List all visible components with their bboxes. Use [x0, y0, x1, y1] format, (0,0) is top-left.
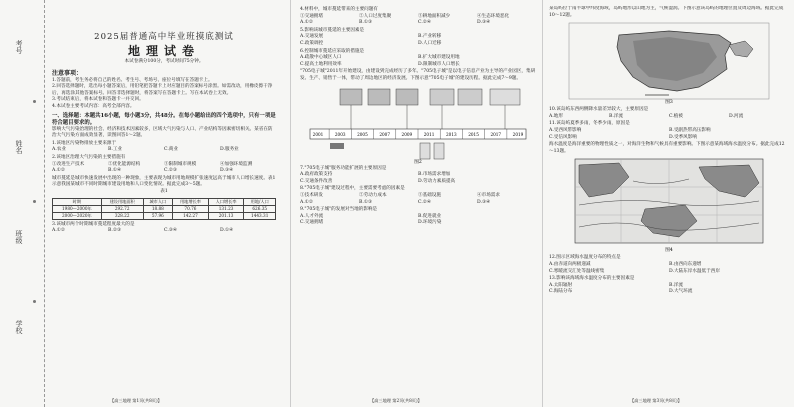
option: A.①② [300, 20, 314, 26]
option: A.政府政策支持 [300, 172, 333, 178]
option: ④市场需求 [477, 192, 500, 198]
option-row [300, 200, 536, 207]
option: D.③④ [477, 20, 491, 26]
table-header: 建设用地面积 [101, 198, 143, 205]
option: A.①② [52, 228, 66, 234]
option: B.①④ [108, 168, 122, 174]
option: ③基础设施 [418, 192, 441, 198]
passage: 城市蔓延是城市快速发展中出现的一种现象，主要表现为城市用地规模扩张速度远高于城市人口增长速度。表1示意我国某城市不同时期城市建设用地和人口变化情况。据此完成3～5题。 [52, 175, 276, 188]
question-stem: 10.该岛屿东西两侧降水量差异较大，主要原因是 [549, 107, 649, 113]
option: C.交通条件改善 [300, 178, 333, 184]
table-header: 人口增长率 [208, 198, 244, 205]
option: A.①② [52, 168, 66, 174]
figure-caption: 图4 [665, 248, 673, 254]
table-cell: 626.35 [244, 205, 276, 212]
option: B.受副热带高压影响 [669, 127, 711, 133]
option: A.疏散中心城区人口 [300, 55, 342, 61]
timeline-stage-box [420, 143, 430, 159]
binding-strip [0, 0, 45, 407]
column-divider [290, 0, 291, 407]
table-cell: 2000—2020年 [53, 212, 102, 219]
option: B.产业转移 [418, 34, 442, 40]
timeline-year-label: 2017 [490, 131, 502, 137]
question-stem: 11.该岛屿夏季多雨，冬季少雨，原因是 [549, 121, 630, 127]
section-title: 一、选择题：本题共16小题，每小题3分，共48分。在每小题给出的四个选项中，只有一项是符合题目要求的。 [52, 112, 276, 126]
question-stem: 13.影响该海域海水温度分布的主要因素是 [549, 276, 635, 282]
option: B.扩大城市建设用地 [418, 55, 460, 61]
question-stem: 7."705电子城"服务功能扩展的主要原因是 [300, 165, 387, 171]
figure-caption: 图3 [665, 100, 673, 106]
table-header: 时期 [53, 198, 102, 205]
option: B.①③ [359, 199, 373, 205]
option: ①交通拥堵 [300, 13, 323, 19]
timeline-legend-swatch [330, 143, 344, 149]
table-cell: 70.76 [173, 205, 209, 212]
table-header: 城市人口 [143, 198, 172, 205]
question-stem: 6.控制城市蔓延应采取的措施是 [300, 48, 365, 54]
option: A.农业 [52, 147, 66, 153]
option: D.大陆东岸水温低于西岸 [669, 268, 720, 274]
option: D.服务业 [220, 147, 239, 153]
timeline-stage-box [434, 143, 444, 159]
option: C.寒暖流交汇处等温线密集 [549, 268, 605, 274]
table-row [53, 212, 276, 219]
option-row [300, 214, 536, 227]
option: A.太阳辐射 [549, 282, 573, 288]
option-row [52, 228, 276, 235]
option: C.受信风影响 [549, 134, 577, 140]
option: C.③④ [164, 228, 178, 234]
question-stem: 12.图示区域海水温度分布的特点是 [549, 255, 621, 261]
binding-hole [33, 300, 36, 303]
option: ②人口过度集聚 [359, 13, 392, 19]
passage: "705电子城"2011年开始建设，由建设到完成经历了多年。"705电子城"是以电子信息产业为主导的产业园区，集研发、生产、销售于一体，带动了周边地区的经济发展。下图示意"705电子城"的建设历程。据此完成7～9题。 [300, 69, 536, 81]
option-row [300, 55, 536, 68]
table-header: 用地/人口 [244, 198, 276, 205]
note-item: 1.答题前，考生务必将自己的姓名、考生号、考场号、座位号填写在答题卡上。 [52, 77, 213, 83]
question-stem: 2.该地区治理大气污染的主要措施有 [52, 154, 126, 160]
timeline-year-label: 2003 [334, 131, 346, 137]
option-row [549, 128, 789, 141]
ocean-map [549, 157, 789, 253]
timeline-stage-box [368, 89, 390, 105]
question-stem: 9."705电子城"的发展对当地的影响是 [300, 207, 378, 213]
option: ②优化能源结构 [108, 161, 141, 167]
option: ④生态环境恶化 [477, 13, 510, 19]
timeline-year-label: 2005 [357, 131, 368, 137]
option: C.②④ [418, 199, 432, 205]
note-item: 3.考试结束后，将本试卷和答题卡一并交回。 [52, 97, 144, 103]
timeline-year-label: 2007 [379, 131, 391, 137]
option: ②劳动力成本 [359, 192, 387, 198]
question-stem: 1.该地区污染物排放主要来源于 [52, 140, 117, 146]
option-row [549, 262, 789, 275]
option: D.受季风影响 [669, 134, 697, 140]
option: D.河流 [729, 113, 744, 119]
table-cell: 292.72 [101, 205, 143, 212]
option: C.②③ [164, 168, 178, 174]
option: D.环境污染 [418, 220, 442, 226]
passage: 影响大气污染治理的社会、经济和技术因素较多，区域大气污染与人口、产业结构等因素密切相关。某省在防治大气污染方面成效显著，读图回答1～2题。 [52, 126, 273, 139]
option-row [52, 168, 276, 175]
option: B.促进就业 [418, 213, 442, 219]
option: D.①④ [220, 228, 234, 234]
option: D.大气环流 [669, 289, 693, 295]
binding-hole [33, 200, 36, 203]
page-column-1 [52, 6, 276, 400]
timeline-year-label: 2009 [401, 131, 413, 137]
page-footer: 【高三地理 第1页(共8页)】 [110, 398, 162, 403]
option: C.植被 [669, 113, 683, 119]
option: A.①② [300, 199, 314, 205]
table-header-row [53, 198, 276, 205]
option: D.劳动力素质提高 [418, 178, 456, 184]
option: ③限制城市规模 [164, 161, 197, 167]
exam-info: 本试卷满分100分，考试时间75分钟。 [124, 59, 204, 64]
option-row [52, 147, 276, 154]
option: A.地形 [549, 113, 563, 119]
option: A.人才外流 [300, 213, 324, 219]
timeline-year-label: 2001 [312, 131, 324, 137]
table-cell: 328.22 [101, 212, 143, 219]
timeline-stage-box [490, 89, 520, 105]
table-cell: 142.27 [173, 212, 209, 219]
notes-title: 注意事项： [52, 69, 83, 77]
option-row [300, 193, 536, 200]
table-cell: 201.13 [208, 212, 244, 219]
option-row [549, 114, 789, 121]
table-cell: 1980—2000年 [53, 205, 102, 212]
passage: 某岛屿位于南半球中纬度海域，岛屿地形以山地为主，气候湿润。下图示意该岛屿的地理位置及周边海域。据此完成10～12题。 [549, 6, 784, 18]
question-stem: 4.材料中，城市蔓延带来的主要问题有 [300, 7, 378, 12]
option: B.由西向东递增 [669, 261, 702, 267]
binding-label: 考号 [15, 40, 23, 54]
page-footer: 【高三地理 第2页(共8页)】 [370, 398, 422, 403]
option: C.政策调控 [300, 40, 324, 46]
note-item: 4.本试卷主要考试内容：高考全部内容。 [52, 103, 135, 109]
table-header: 用地增长率 [173, 198, 209, 205]
question-stem: 8."705电子城"建设过程中，主要需要考虑的因素是 [300, 186, 405, 192]
timeline-year-label: 2019 [512, 131, 524, 137]
figure-caption: 图2 [414, 159, 422, 165]
timeline-stage-box [396, 89, 418, 105]
option: B.工业 [108, 147, 123, 153]
page-column-3 [549, 6, 789, 400]
binding-label: 班级 [15, 230, 23, 244]
option: A.由赤道向两极递减 [549, 261, 591, 267]
timeline-stage-box [458, 89, 482, 105]
island-map [549, 21, 789, 105]
option: ④加强环境监测 [220, 161, 253, 167]
option: A.交通发展 [300, 34, 324, 40]
option: B.①③ [359, 20, 373, 26]
option-row [300, 34, 536, 47]
option: C.提高土地利用效率 [300, 61, 342, 67]
data-table [52, 198, 276, 220]
option: D.③④ [477, 199, 491, 205]
option: D.③④ [220, 168, 234, 174]
note-item: 2.回答选择题时，选出每小题答案后，用铅笔把答题卡上对应题目的答案标号涂黑。如需改动，用橡皮擦干净后，再选涂其他答案标号。回答非选择题时，将答案写在答题卡上。写在本试卷上无效。 [52, 84, 273, 96]
page-column-2 [300, 6, 536, 400]
page-footer: 【高三地理 第3页(共8页)】 [630, 398, 682, 403]
column-divider [542, 0, 543, 407]
question-stem: 5.影响该城市蔓延的主要因素是 [300, 27, 365, 33]
option: D.人口迁移 [418, 40, 442, 46]
table-cell: 131.23 [208, 205, 244, 212]
option: B.洋流 [609, 113, 624, 119]
table-row [53, 205, 276, 212]
option: A.受西风带影响 [549, 127, 582, 133]
timeline-year-label: 2013 [445, 131, 457, 137]
passage: 海水温度是海洋重要的物理性质之一，对海洋生物和气候具有重要影响。下图示意某海域海水温度分布。据此完成12～13题。 [549, 142, 785, 154]
option: B.市场需求增加 [418, 172, 451, 178]
option: C.海陆分布 [549, 289, 573, 295]
option: C.②④ [418, 20, 432, 26]
option: B.洋流 [669, 282, 684, 288]
exam-subject: 地理试卷 [127, 44, 200, 58]
binding-label: 姓名 [15, 140, 23, 154]
option: C.交通拥堵 [300, 220, 324, 226]
binding-hole [33, 100, 36, 103]
exam-title: 2025届普通高中毕业班摸底测试 [94, 32, 234, 42]
option: ①改进生产技术 [52, 161, 85, 167]
option-row [300, 172, 536, 185]
option: ①技术研发 [300, 192, 323, 198]
timeline-year-label: 2011 [423, 131, 435, 137]
table-cell: 18.88 [143, 205, 172, 212]
option: C.商业 [164, 147, 178, 153]
option: B.②③ [108, 228, 122, 234]
binding-label: 学校 [15, 320, 23, 334]
question-stem: 3.该城市两个时期城市蔓延程度最大的是 [52, 221, 135, 227]
timeline-figure [300, 85, 536, 165]
timeline-stage-box [430, 89, 454, 105]
timeline-year-label: 2015 [468, 131, 479, 137]
table-cell: 57.96 [143, 212, 172, 219]
timeline-stage-box [340, 89, 362, 105]
option-row [300, 20, 536, 27]
option-row [549, 283, 789, 296]
table-cell: 1443.31 [244, 212, 276, 219]
table-caption: 表1 [160, 188, 168, 194]
option: D.限制城市人口增长 [418, 61, 460, 67]
option: ③耕地面积减少 [418, 13, 451, 19]
